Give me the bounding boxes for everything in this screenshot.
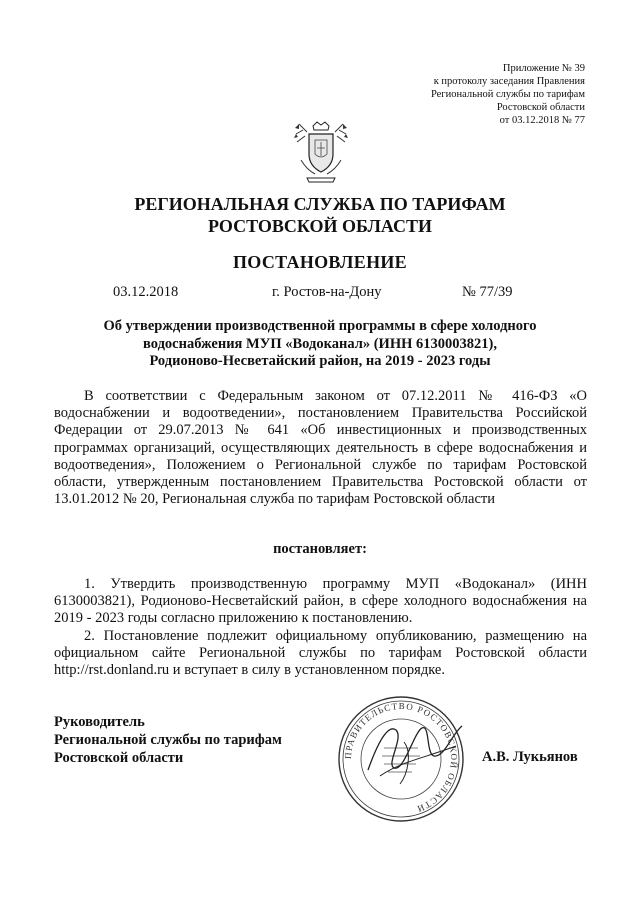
signer-title	[54, 713, 282, 767]
resolution-item-2: 2. Постановление подлежит официальному опубликованию, размещению на официальном сайте Региональной службы по тарифам Ростовской области http://rst.donland.ru и вступает в силу в установленном порядке.	[54, 628, 587, 679]
annex-line: Региональной службы по тарифам	[430, 89, 585, 100]
document-city: г. Ростов-на-Дону	[272, 284, 382, 300]
document-date: 03.12.2018	[113, 284, 179, 300]
signer-title-line: Ростовской области	[54, 750, 184, 766]
signer-title-line: Руководитель	[54, 714, 145, 730]
subject-line: Родионово-Несветайский район, на 2019 - 2023 годы	[149, 353, 491, 369]
agency-name-line: РЕГИОНАЛЬНАЯ СЛУЖБА ПО ТАРИФАМ	[134, 194, 506, 214]
annex-line: к протоколу заседания Правления	[433, 76, 585, 87]
handwritten-signature	[360, 712, 470, 792]
document-type: ПОСТАНОВЛЕНИЕ	[233, 252, 407, 272]
stamp-text: ПРАВИТЕЛЬСТВО РОСТОВСКОЙ ОБЛАСТИ	[342, 700, 460, 815]
annex-line: Ростовской области	[496, 102, 585, 113]
signer-title-line: Региональной службы по тарифам	[54, 732, 282, 748]
agency-name	[0, 193, 640, 237]
annex-reference	[431, 62, 585, 127]
subject-line: водоснабжения МУП «Водоканал» (ИНН 6130003821),	[143, 335, 497, 352]
annex-line: от 03.12.2018 № 77	[499, 115, 585, 126]
document-number: № 77/39	[462, 284, 513, 300]
coat-of-arms-icon	[293, 120, 349, 186]
preamble-paragraph: В соответствии с Федеральным законом от 07.12.2011 № 416-ФЗ «О водоснабжении и водоотведении», постановлением Правительства Российской Федерации от 29.07.2013 № 641 «Об инвестиционных и производственных программах организаций, осуществляющих деятельность в сфере водоснабжения и водоотведения», Положением о Региональной службе по тарифам Ростовской области, утвержденным постановлением Правительства Ростовской области от 13.01.2012 № 20, Региональная служба по тарифам Ростовской области	[54, 388, 587, 508]
signer-name: А.В. Лукьянов	[482, 749, 578, 765]
subject-line: Об утверждении производственной программы в сфере холодного	[103, 318, 537, 334]
agency-name-line: РОСТОВСКОЙ ОБЛАСТИ	[208, 216, 432, 236]
annex-line: Приложение № 39	[502, 63, 585, 74]
resolves-heading: постановляет:	[273, 541, 367, 557]
resolution-item-1: 1. Утвердить производственную программу МУП «Водоканал» (ИНН 6130003821), Родионово-Несветайский район, в сфере холодного водоснабжения на 2019 - 2023 годы согласно приложению к постановлению.	[54, 576, 587, 627]
document-subject	[90, 318, 550, 371]
